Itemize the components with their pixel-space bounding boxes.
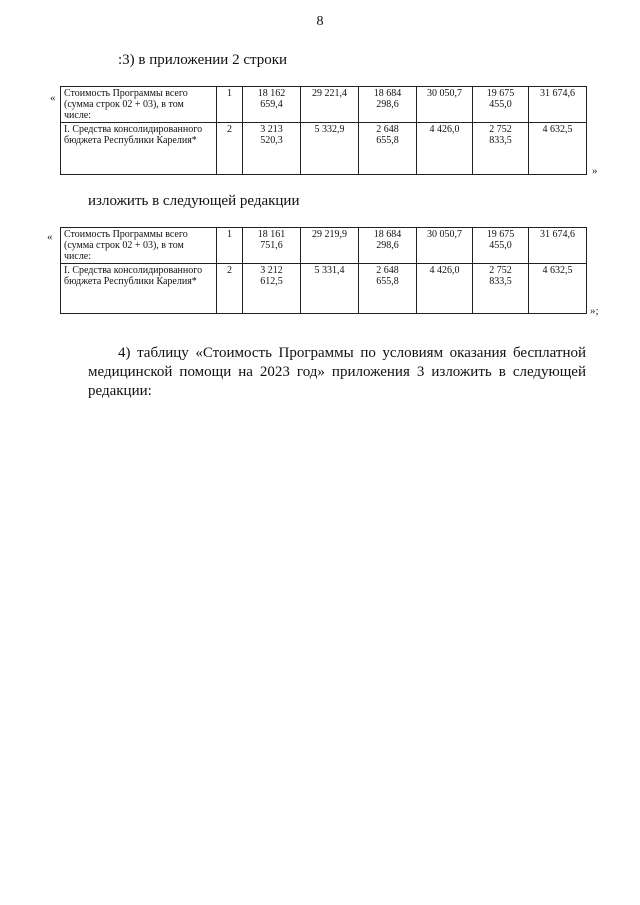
row-line-number: 1: [217, 87, 243, 123]
heading-old-rows: :3) в приложении 2 строки: [118, 52, 288, 68]
value-cell: 2 752 833,5: [473, 264, 529, 314]
row-label: Стоимость Программы всего (сумма строк 02 + 03), в том числе:: [61, 228, 217, 264]
table-row: [61, 87, 587, 123]
value-cell: 2 752 833,5: [473, 123, 529, 175]
value-cell: 18 162 659,4: [243, 87, 301, 123]
value-cell: 3 212 612,5: [243, 264, 301, 314]
value-cell: 19 675 455,0: [473, 87, 529, 123]
new-rows-table: [60, 227, 587, 314]
value-cell: 18 684 298,6: [359, 228, 417, 264]
table-row: [61, 264, 587, 314]
table-row: [61, 228, 587, 264]
row-label: I. Средства консолидированного бюджета Республики Карелия*: [61, 264, 217, 314]
value-cell: 29 221,4: [301, 87, 359, 123]
table-row: [61, 123, 587, 175]
old-rows-table: [60, 86, 587, 175]
value-cell: 3 213 520,3: [243, 123, 301, 175]
quote-open-new: «: [47, 231, 53, 243]
value-cell: 18 684 298,6: [359, 87, 417, 123]
value-cell: 4 426,0: [417, 264, 473, 314]
value-cell: 5 332,9: [301, 123, 359, 175]
row-label: I. Средства консолидированного бюджета Республики Карелия*: [61, 123, 217, 175]
value-cell: 2 648 655,8: [359, 123, 417, 175]
page-number: 8: [316, 14, 324, 29]
quote-close-new: »;: [590, 305, 599, 317]
row-label: Стоимость Программы всего (сумма строк 02 + 03), в том числе:: [61, 87, 217, 123]
heading-new-rows: изложить в следующей редакции: [88, 193, 300, 209]
value-cell: 5 331,4: [301, 264, 359, 314]
value-cell: 31 674,6: [529, 87, 587, 123]
value-cell: 4 632,5: [529, 123, 587, 175]
body-paragraph: 4) таблицу «Стоимость Программы по условиям оказания бесплатной медицинской помощи на 2023 год» приложения 3 изложить в следующей редакции:: [88, 345, 586, 399]
value-cell: 2 648 655,8: [359, 264, 417, 314]
value-cell: 18 161 751,6: [243, 228, 301, 264]
value-cell: 31 674,6: [529, 228, 587, 264]
row-line-number: 2: [217, 264, 243, 314]
value-cell: 4 426,0: [417, 123, 473, 175]
quote-close-old: »: [592, 165, 598, 177]
row-line-number: 1: [217, 228, 243, 264]
value-cell: 30 050,7: [417, 87, 473, 123]
value-cell: 29 219,9: [301, 228, 359, 264]
value-cell: 30 050,7: [417, 228, 473, 264]
row-line-number: 2: [217, 123, 243, 175]
value-cell: 19 675 455,0: [473, 228, 529, 264]
quote-open-old: «: [50, 92, 56, 104]
value-cell: 4 632,5: [529, 264, 587, 314]
